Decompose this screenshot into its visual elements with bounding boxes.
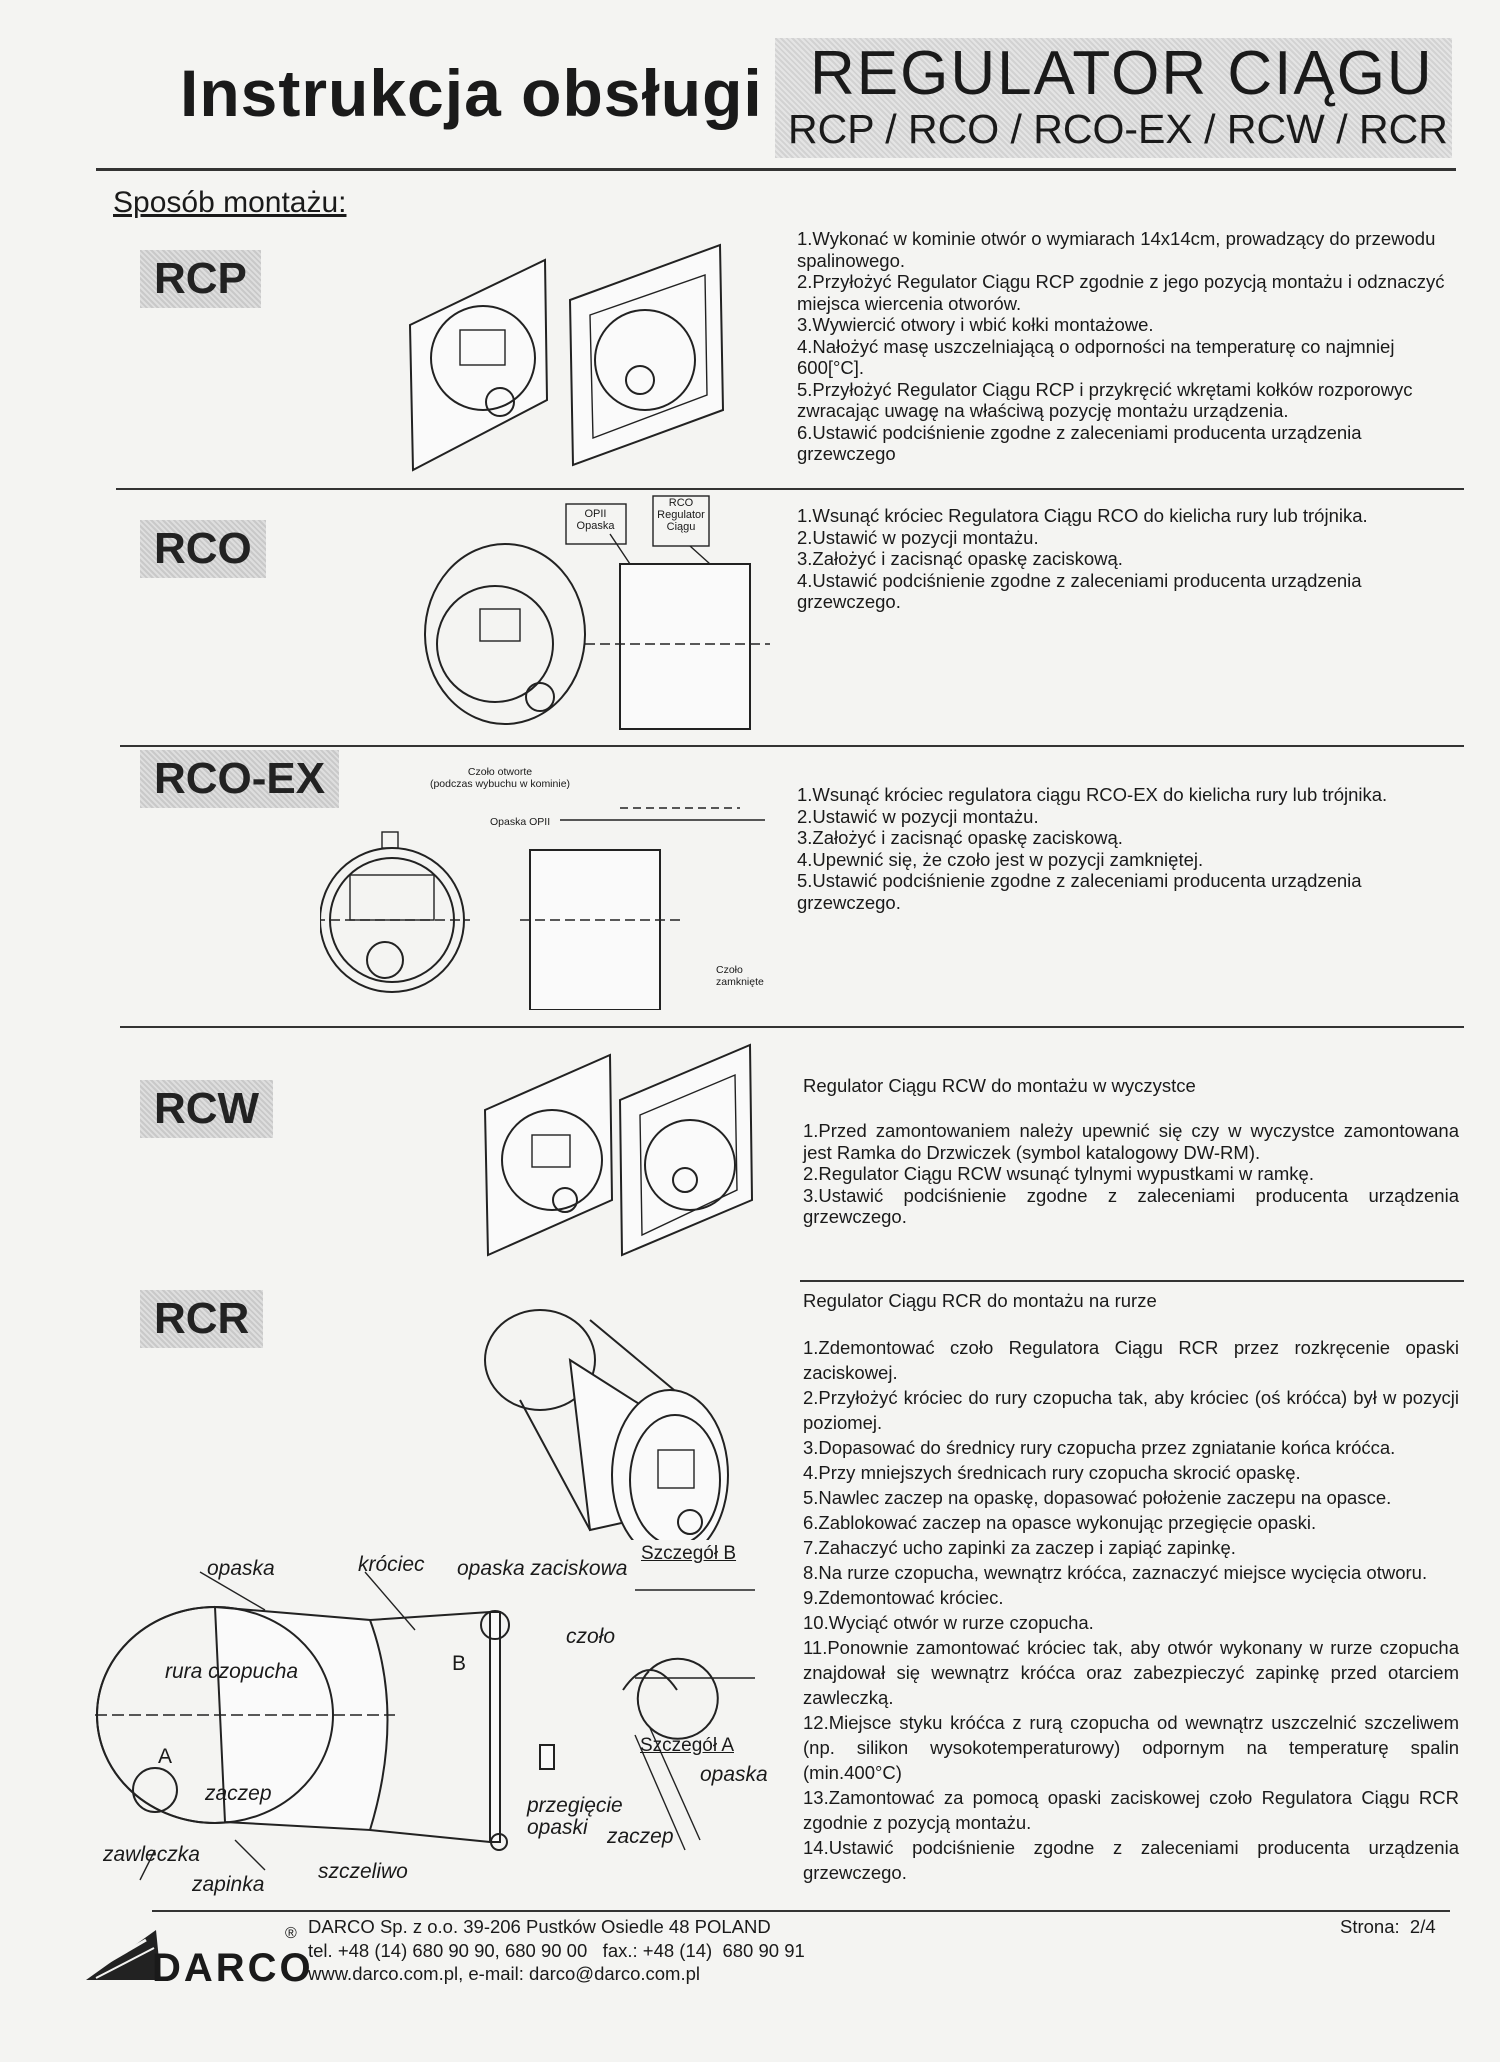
rcr-step: 4.Przy mniejszych średnicach rury czopucha skrocić opaskę. — [803, 1462, 1301, 1483]
rcp-step: 1.Wykonać w kominie otwór o wymiarach 14x14cm, prowadzący do przewodu spalinowego. — [797, 228, 1436, 271]
label-zawleczka: zawleczka — [103, 1843, 200, 1866]
rco-step: 2.Ustawić w pozycji montażu. — [797, 526, 1039, 548]
registered-mark: ® — [285, 1925, 297, 1942]
page-number: Strona: 2/4 — [1340, 1916, 1436, 1937]
rcoex-step: 1.Wsunąć króciec regulatora ciągu RCO-EX do kielicha rury lub trójnika. — [797, 784, 1388, 805]
section-divider — [800, 1280, 1464, 1282]
rco-badge: RCO — [140, 520, 266, 578]
darco-logo: DARCO — [152, 1946, 314, 1990]
rcp-badge: RCP — [140, 250, 261, 308]
rcw-diagram — [480, 1040, 770, 1260]
rco-step: 1.Wsunąć króciec Regulatora Ciągu RCO do kielicha rury lub trójnika. — [797, 505, 1368, 526]
rcr-step: 6.Zablokować zaczep na opasce wykonując przegięcie opaski. — [803, 1512, 1317, 1533]
rcr-step: 13.Zamontować za pomocą opaski zaciskowej czoło Regulatora Ciągu RCR zgodnie z pozycją montażu. — [803, 1787, 1459, 1833]
label-zaczep-detail: zaczep — [607, 1825, 674, 1848]
rcoex-diagram — [320, 770, 780, 1010]
label-a: A — [158, 1745, 173, 1768]
rcw-step: 1.Przed zamontowaniem należy upewnić się czy w wyczystce zamontowana jest Ramka do Drzwiczek (symbol katalogowy DW-RM). — [803, 1120, 1459, 1163]
rcp-step: 2.Przyłożyć Regulator Ciągu RCP zgodnie z jego pozycją montażu i odznaczyć miejsca wiercenia otworów. — [797, 271, 1445, 314]
rcoex-open-front-label: Czoło otworte (podczas wybuchu w kominie) — [429, 766, 571, 790]
rcr-step: 12.Miejsce styku króćca z rurą czopucha od wewnątrz uszczelnić szczeliwem (np. silikon wysokotemperaturowy) odpornym na temperaturę spalin (min.400°C) — [803, 1712, 1459, 1783]
label-opaska-zaciskowa: opaska zaciskowa — [457, 1557, 628, 1580]
footer-company: DARCO Sp. z o.o. 39-206 Pustków Osiedle 48 POLAND — [308, 1916, 771, 1937]
rcr-step: 7.Zahaczyć ucho zapinki za zaczep i zapiąć zapinkę. — [803, 1537, 1236, 1558]
rcr-step: 8.Na rurze czopucha, wewnątrz króćca, zaznaczyć miejsce wycięcia otworu. — [803, 1562, 1428, 1583]
label-zapinka: zapinka — [192, 1873, 265, 1896]
rcr-step: 10.Wyciąć otwór w rurze czopucha. — [803, 1612, 1094, 1633]
rcr-step: 2.Przyłożyć króciec do rury czopucha tak, aby króciec (oś króćca) był w pozycji poziomej. — [803, 1387, 1459, 1433]
rcr-step: 14.Ustawić podciśnienie zgodne z zaleceniami producenta urządzenia grzewczego. — [803, 1837, 1459, 1883]
rcw-step: 2.Regulator Ciągu RCW wsunąć tylnymi wypustkami w ramkę. — [803, 1163, 1314, 1184]
rcw-instructions — [803, 1120, 1459, 1228]
footer-web: www.darco.com.pl, e-mail: darco@darco.com.pl — [308, 1963, 700, 1984]
rco-regulator-label: RCO Regulator Ciągu — [657, 497, 705, 533]
rcp-instructions — [797, 228, 1459, 465]
rcr-step: 9.Zdemontować króciec. — [803, 1587, 1004, 1608]
rcr-step: 1.Zdemontować czoło Regulatora Ciągu RCR przez rozkręcenie opaski zaciskowej. — [803, 1337, 1459, 1383]
document-title: Instrukcja obsługi — [180, 56, 763, 130]
section-divider — [116, 488, 1464, 490]
rcoex-step: 2.Ustawić w pozycji montażu. — [797, 805, 1039, 827]
section-title: Sposób montażu: — [113, 186, 347, 219]
rcr-step: 3.Dopasować do średnicy rury czopucha przez zgniatanie końca króćca. — [803, 1437, 1396, 1458]
rcp-step: 4.Nałożyć masę uszczelniającą o odporności na temperaturę co najmniej 600[°C]. — [797, 335, 1395, 378]
label-szczegol-a: Szczegół A — [640, 1735, 734, 1756]
rcoex-instructions — [797, 784, 1459, 913]
label-krociec: króciec — [358, 1553, 425, 1576]
section-divider — [120, 1026, 1464, 1028]
rcr-isometric-diagram — [480, 1300, 770, 1540]
footer-phone: tel. +48 (14) 680 90 90, 680 90 00 fax.: +48 (14) 680 90 91 — [308, 1940, 805, 1961]
label-b: B — [452, 1652, 467, 1675]
rcr-step: 5.Nawlec zaczep na opaskę, dopasować położenie zaczepu na opasce. — [803, 1487, 1392, 1508]
label-szczegol-b: Szczegół B — [641, 1543, 737, 1564]
rcoex-band-label: Opaska OPII — [490, 816, 551, 828]
label-opaska: opaska — [207, 1557, 275, 1580]
rcr-step: 11.Ponownie zamontować króciec tak, aby otwór wykonany w rurze czopucha znajdował się wewnątrz króćca oraz zabezpieczyć zapinkę przed otarciem zawleczką. — [803, 1637, 1459, 1708]
rcr-technical-drawing — [95, 1550, 795, 1895]
rco-band-label: OPII Opaska — [576, 508, 615, 532]
product-name: REGULATOR CIĄGU — [810, 39, 1434, 108]
rcr-intro: Regulator Ciągu RCR do montażu na rurze — [803, 1290, 1157, 1311]
section-divider — [120, 745, 1464, 747]
rcw-step: 3.Ustawić podciśnienie zgodne z zaleceniami producenta urządzenia grzewczego. — [803, 1184, 1459, 1227]
rcw-badge: RCW — [140, 1080, 273, 1138]
label-czolo: czoło — [566, 1625, 616, 1648]
rcw-intro: Regulator Ciągu RCW do montażu w wyczystce — [803, 1075, 1196, 1096]
rcr-badge: RCR — [140, 1290, 263, 1348]
label-zaczep: zaczep — [205, 1782, 272, 1805]
label-przegiecie-opaski: przegięcie opaski — [527, 1794, 623, 1839]
rcp-diagram — [405, 240, 785, 485]
rcp-step: 3.Wywiercić otwory i wbić kołki montażowe. — [797, 314, 1154, 335]
rco-instructions — [797, 505, 1459, 613]
rcr-instructions — [803, 1335, 1459, 1885]
rcoex-step: 3.Założyć i zacisnąć opaskę zaciskową. — [797, 827, 1123, 848]
rcoex-step: 4.Upewnić się, że czoło jest w pozycji zamkniętej. — [797, 848, 1204, 870]
rcoex-badge: RCO-EX — [140, 750, 339, 808]
rcp-step: 5.Przyłożyć Regulator Ciągu RCP i przykręcić wkrętami kołków rozporowyc zwracając uwagę na właściwą pozycję montażu urządzenia. — [797, 378, 1413, 421]
model-list: RCP / RCO / RCO-EX / RCW / RCR — [788, 106, 1448, 152]
rco-step: 4.Ustawić podciśnienie zgodne z zaleceniami producenta urządzenia grzewczego. — [797, 569, 1362, 612]
label-rura-czopucha: rura czopucha — [165, 1660, 299, 1683]
header-divider — [96, 168, 1456, 171]
rcp-step: 6.Ustawić podciśnienie zgodne z zaleceniami producenta urządzenia grzewczego — [797, 421, 1362, 464]
footer-divider — [152, 1910, 1450, 1912]
rcoex-closed-front-label: Czoło zamknięte — [716, 964, 764, 988]
label-opaska-detail: opaska — [700, 1763, 768, 1786]
label-szczeliwo: szczeliwo — [318, 1860, 408, 1883]
rco-step: 3.Założyć i zacisnąć opaskę zaciskową. — [797, 548, 1123, 569]
rcoex-step: 5.Ustawić podciśnienie zgodne z zaleceniami producenta urządzenia grzewczego. — [797, 870, 1362, 913]
